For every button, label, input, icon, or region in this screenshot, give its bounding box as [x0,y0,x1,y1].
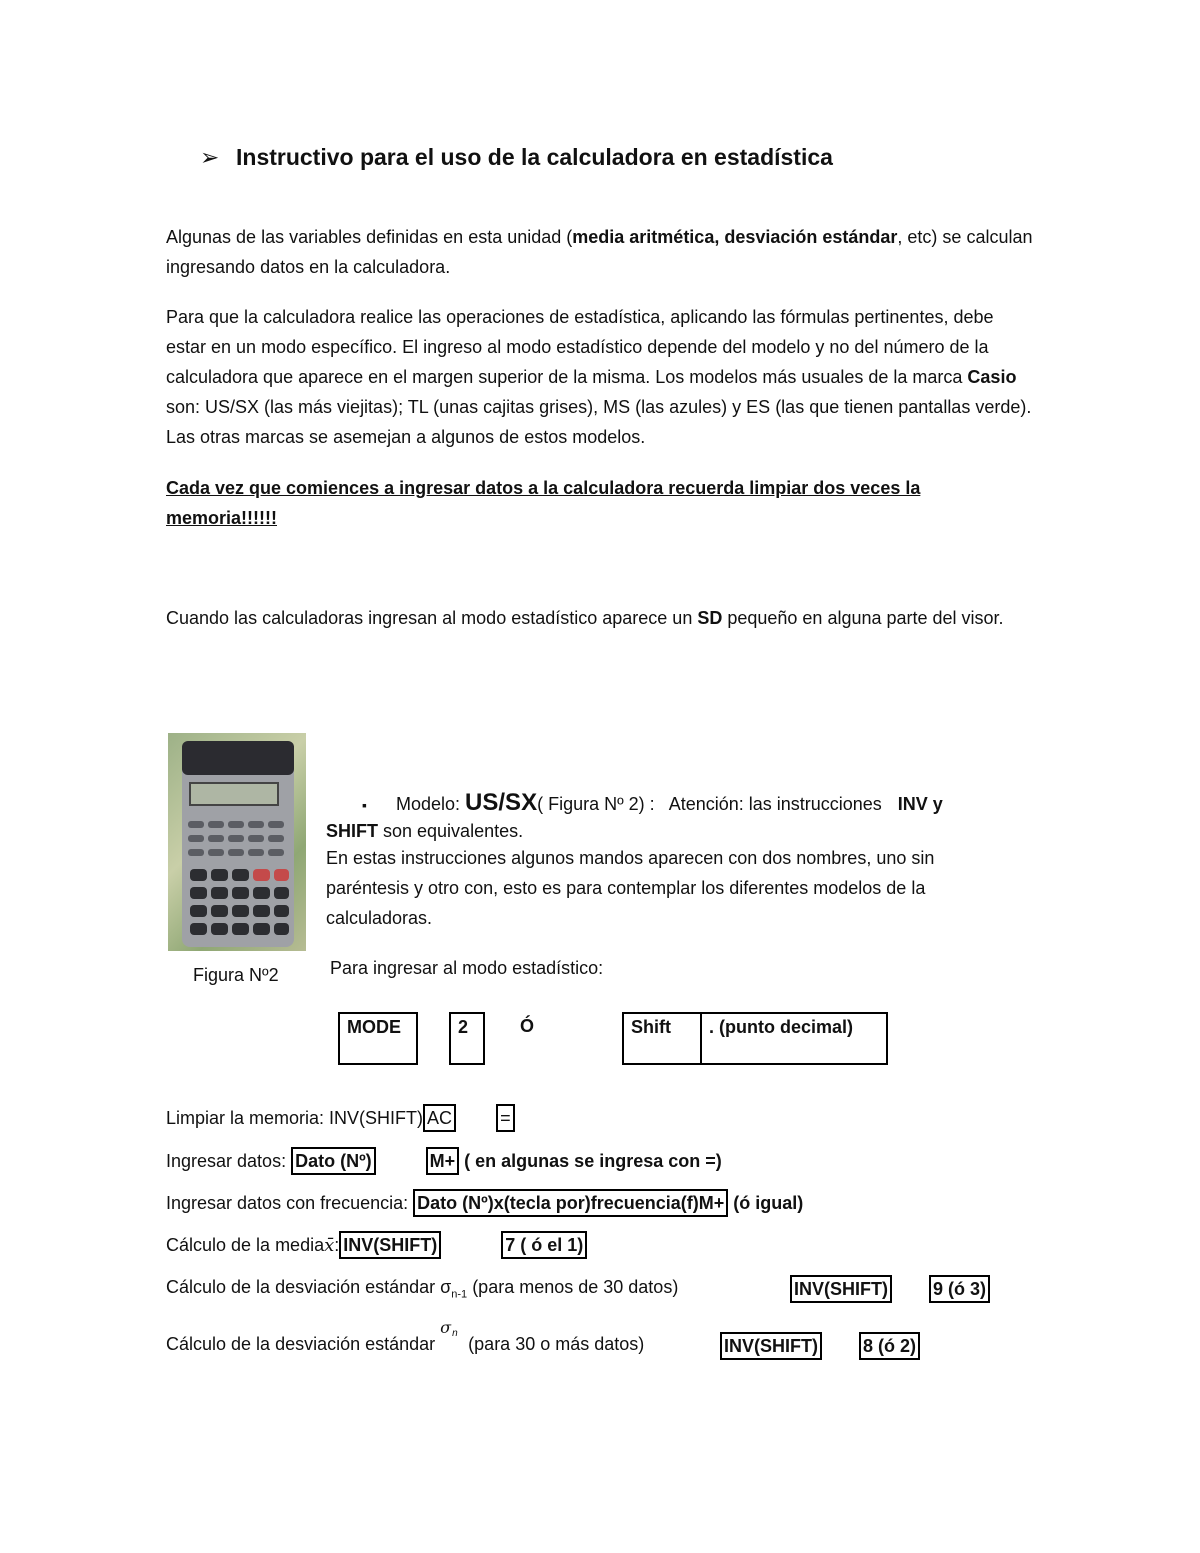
models-paragraph: Para que la calculadora realice las operaciones de estadística, aplicando las fórmulas pertinentes, debe estar en un modo específico. El ingreso al modo estadístico depende del modelo y no del número de la calculadora que aparece en el margen superior de la misma. Los modelos más usuales de la marca Casio son: US/SX (las más viejitas); TL (unas cajitas grises), MS (las azules) y ES (las que tienen pantallas verde). Las otras marcas se asemejan a algunos de estos modelos. [166,307,1032,447]
shift-point-keys-box [622,1012,888,1065]
calculator-icon [168,733,306,951]
m-plus-key: M+ [426,1147,460,1175]
two-key-box [449,1012,485,1065]
title-row [200,142,833,172]
equals-key: = [496,1104,515,1132]
step-sd-sample: Cálculo de la desviación estándar $\sigma_{n-1}$ (para menos de 30 datos) [166,1277,679,1301]
point-key: . (punto decimal) [709,1017,853,1037]
model-line: ▪ Modelo: US/SX( Figura Nº 2) : Atención: las instrucciones INV y [326,786,943,822]
step-sd-population: Cálculo de la desviación estándar σ n (para 30 o más datos) [166,1330,644,1358]
model-name: US/SX [465,789,538,816]
step-clear-memory: Limpiar la memoria: INV(SHIFT) AC = [166,1104,515,1132]
data-key: Dato (Nº) [291,1147,376,1175]
model-description: En estas instrucciones algunos mandos aparecen con dos nombres, uno sin paréntesis y otro con, esto es para contemplar los diferentes modelos de la calculadoras. [326,848,935,928]
figure-caption: Figura Nº2 [193,965,279,985]
mean-symbol: x̄ [324,1235,335,1256]
inv-shift-key: INV(SHIFT) [790,1275,892,1303]
eight-key: 8 (ó 2) [859,1332,920,1360]
sigma-symbol: σ [440,1318,452,1337]
shift-key: Shift [624,1014,702,1063]
step-enter-data: Ingresar datos: Dato (Nº) M+ ( en algunas se ingresa con =) [166,1147,722,1175]
step-mean: Cálculo de la mediax̄: INV(SHIFT) 7 ( ó el 1) [166,1231,587,1260]
sd-paragraph: Cuando las calculadoras ingresan al modo estadístico aparece un SD pequeño en alguna parte del visor. [166,608,1004,628]
mode-key-box [338,1012,418,1065]
page-title: Instructivo para el uso de la calculadora en estadística [236,144,833,170]
frequency-key-sequence: Dato (Nº)x(tecla por)frecuencia(f)M+ [413,1189,728,1217]
warning-paragraph: Cada vez que comiences a ingresar datos a la calculadora recuerda limpiar dos veces la memoria!!!!!! [166,478,921,528]
square-bullet-icon: ▪ [362,797,367,813]
or-label: Ó [520,1016,535,1036]
mode-key: MODE [347,1017,401,1037]
step-enter-frequency: Ingresar datos con frecuencia: Dato (Nº)x(tecla por)frecuencia(f)M+ (ó igual) [166,1189,803,1217]
calculator-photo [168,733,306,951]
ac-key: AC [423,1104,456,1132]
inv-shift-key: INV(SHIFT) [720,1332,822,1360]
arrow-bullet-icon: ➢ [200,144,220,170]
seven-key: 7 ( ó el 1) [501,1231,587,1259]
enter-mode-label: Para ingresar al modo estadístico: [330,958,604,978]
intro-paragraph: Algunas de las variables definidas en esta unidad (media aritmética, desviación estándar, etc) se calculan ingresando datos en la calculadora. [166,227,1033,277]
model-equiv-line: SHIFT son equivalentes. [326,821,524,841]
nine-key: 9 (ó 3) [929,1275,990,1303]
two-key: 2 [458,1017,469,1037]
sigma-symbol: σ [440,1277,452,1297]
inv-shift-key: INV(SHIFT) [339,1231,441,1259]
